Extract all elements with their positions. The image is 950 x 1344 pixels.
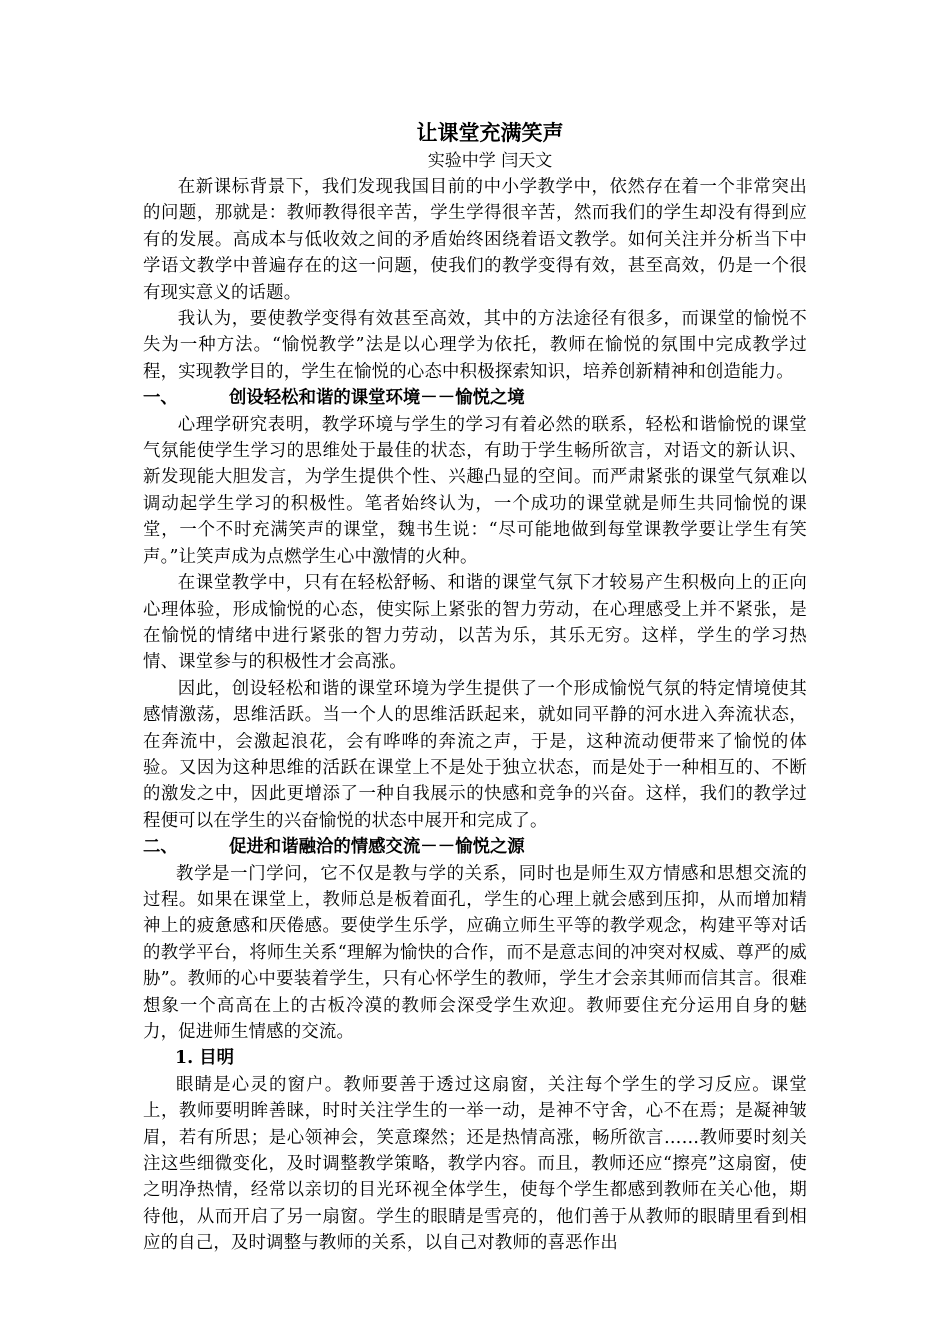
paragraph-eyes: 眼睛是心灵的窗户。教师要善于透过这扇窗，关注每个学生的学习反应。课堂上，教师要明眸善睐，时时关注学生的一举一动，是神不守舍，心不在焉；是凝神皱眉，若有所思；是心领神会，笑意璨然；还是热情高涨，畅所欲言……教师要时刻关注这些细微变化，及时调整教学策略，教学内容。而且，教师还应“擦亮”这扇窗，使之明净热情，经常以亲切的目光环视全体学生，使每个学生都感到教师在关心他，期待他，从而开启了另一扇窗。学生的眼睛是雪亮的，他们善于从教师的眼睛里看到相应的自己，及时调整与教师的关系，以自己对教师的喜恶作出 bbox=[143, 1074, 807, 1254]
document-author: 实验中学 闫天文 bbox=[427, 151, 553, 171]
section-heading-1-text: 创设轻松和谐的课堂环境－－愉悦之境 bbox=[229, 388, 525, 409]
paragraph-classroom: 在课堂教学中，只有在轻松舒畅、和谐的课堂气氛下才较易产生积极向上的正向心理体验，形成愉悦的心态，使实际上紧张的智力劳动，在心理感受上并不紧张，是在愉悦的情绪中进行紧张的智力劳动，以苦为乐，其乐无穷。这样，学生的学习热情、课堂参与的积极性才会高涨。 bbox=[143, 573, 807, 673]
document-title: 让课堂充满笑声 bbox=[416, 120, 564, 145]
section-heading-2-number: 二、 bbox=[143, 837, 178, 858]
paragraph-intro: 在新课标背景下，我们发现我国目前的中小学教学中，依然存在着一个非常突出的问题，那就是：教师教得很辛苦，学生学得很辛苦，然而我们的学生却没有得到应有的发展。高成本与低收效之间的矛盾始终困绕着语文教学。如何关注并分析当下中学语文教学中普遍存在的这一问题，使我们的教学变得有效，甚至高效，仍是一个很有现实意义的话题。 bbox=[143, 177, 807, 303]
section-heading-1-number: 一、 bbox=[143, 388, 178, 409]
document-page bbox=[143, 118, 807, 1257]
subsection-heading-1: 1. 目明 bbox=[175, 1048, 234, 1069]
paragraph-psychology: 心理学研究表明，教学环境与学生的学习有着必然的联系，轻松和谐愉悦的课堂气氛能使学生学习的思维处于最佳的状态，有助于学生畅所欲言，对语文的新认识、新发现能大胆发言，为学生提供个性、兴趣凸显的空间。而严肃紧张的课堂气氛难以调动起学生学习的积极性。笔者始终认为，一个成功的课堂就是师生共同愉悦的课堂，一个不时充满笑声的课堂，魏书生说：“尽可能地做到每堂课教学要让学生有笑声。”让笑声成为点燃学生心中激情的火种。 bbox=[143, 414, 807, 567]
section-heading-2 bbox=[143, 834, 807, 860]
paragraph-method: 我认为，要使教学变得有效甚至高效，其中的方法途径有很多，而课堂的愉悦不失为一种方法。“愉悦教学”法是以心理学为依托，教师在愉悦的氛围中完成教学过程，实现教学目的，学生在愉悦的心态中积极探索知识，培养创新精神和创造能力。 bbox=[143, 309, 807, 382]
paragraph-teaching: 教学是一门学问，它不仅是教与学的关系，同时也是师生双方情感和思想交流的过程。如果在课堂上，教师总是板着面孔，学生的心理上就会感到压抑，从而增加精神上的疲惫感和厌倦感。要使学生乐学，应确立师生平等的教学观念，构建平等对话的教学平台，将师生关系“理解为愉快的合作，而不是意志间的冲突对权威、尊严的威胁”。教师的心中要装着学生，只有心怀学生的教师，学生才会亲其师而信其言。很难想象一个高高在上的古板冷漠的教师会深受学生欢迎。教师要住充分运用自身的魅力，促进师生情感的交流。 bbox=[143, 863, 807, 1042]
paragraph-therefore: 因此，创设轻松和谐的课堂环境为学生提供了一个形成愉悦气氛的特定情境使其感情激荡，思维活跃。当一个人的思维活跃起来，就如同平静的河水进入奔流状态，在奔流中，会激起浪花，会有哗哗的奔流之声，于是，这种流动便带来了愉悦的体验。又因为这种思维的活跃在课堂上不是处于独立状态，而是处于一种相互的、不断的激发之中，因此更增添了一种自我展示的快感和竞争的兴奋。这样，我们的教学过程便可以在学生的兴奋愉悦的状态中展开和完成了。 bbox=[143, 678, 807, 831]
section-heading-1 bbox=[143, 385, 807, 411]
section-heading-2-text: 促进和谐融洽的情感交流－－愉悦之源 bbox=[229, 837, 525, 858]
